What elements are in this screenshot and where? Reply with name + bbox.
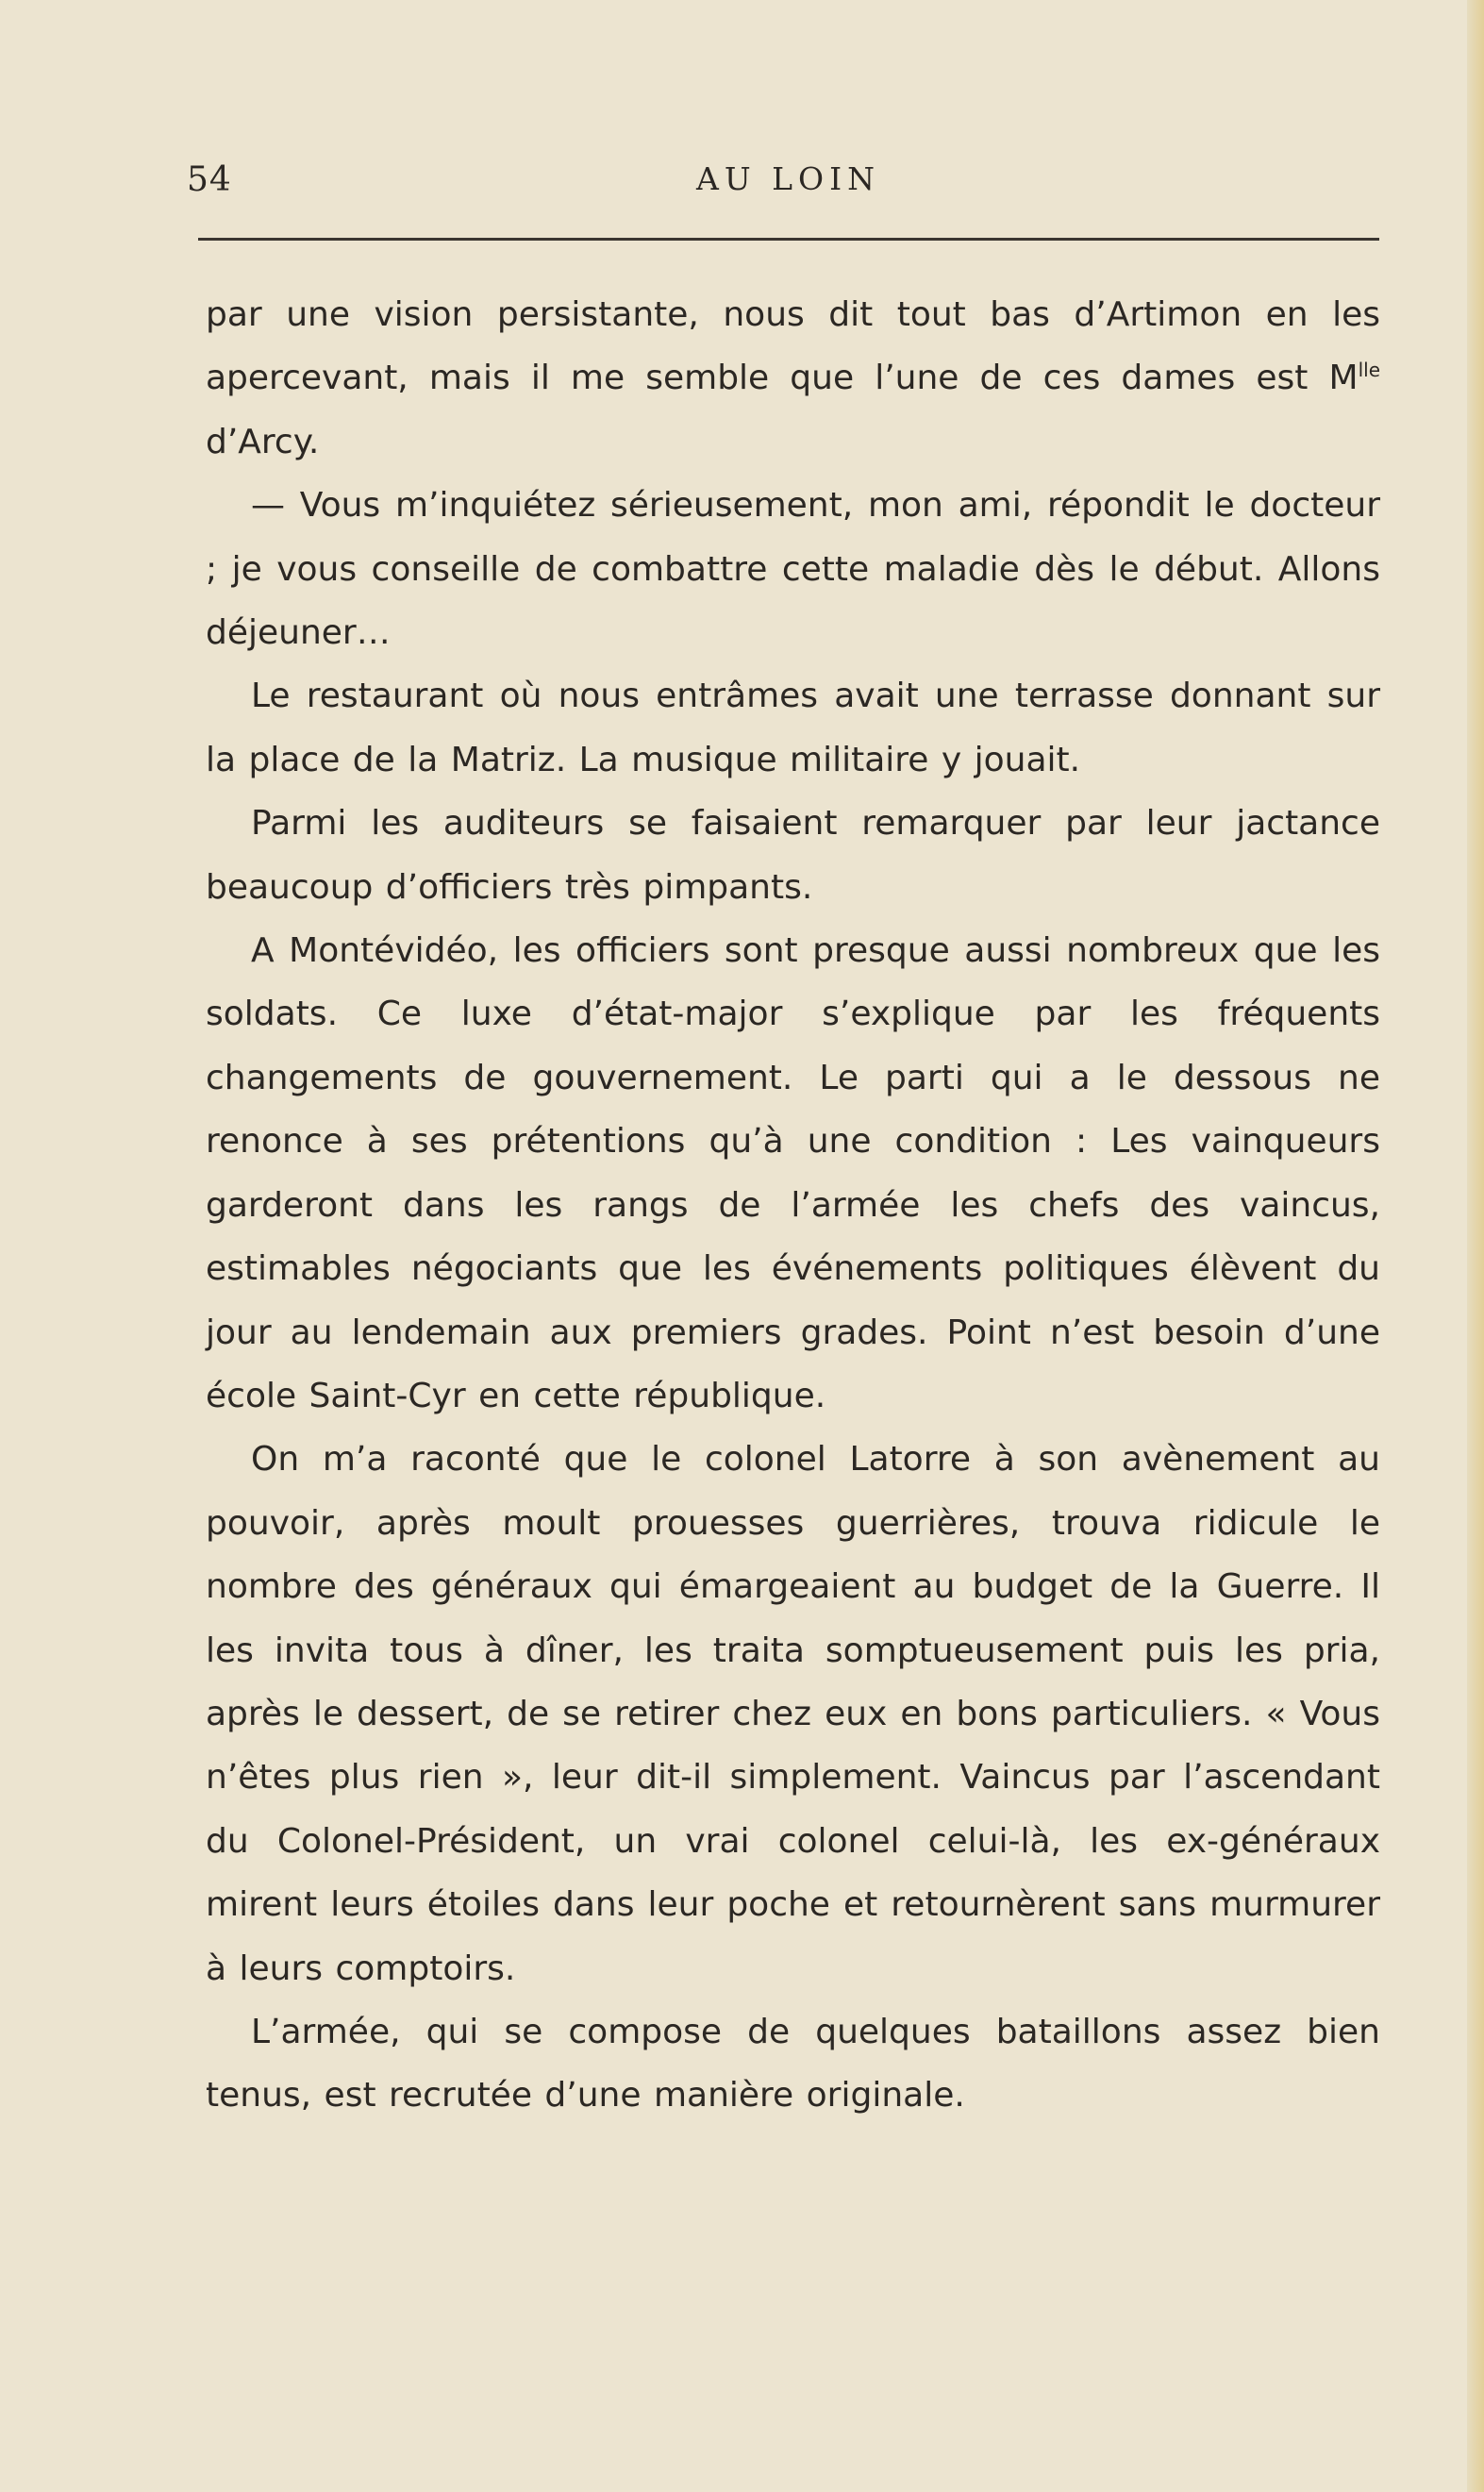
page-header	[0, 160, 1484, 208]
paragraph-6: On m’a raconté que le colonel Latorre à son avènement au pouvoir, après moult prouesses guerrières, trouva ridicule le nombre des généraux qui émargeaient au budget de la Guerre. Il les invita tous à dîner, les traita somptueusement puis les pria, après le dessert, de se retirer chez eux en bons particuliers. « Vous n’êtes plus rien », leur dit-il simplement. Vaincus par l’ascendant du Colonel-Président, un vrai colonel celui-là, les ex-généraux mirent leurs étoiles dans leur poche et retournèrent sans murmurer à leurs comptoirs.	[206, 1440, 1380, 1988]
paragraph-1-text: par une vision persistante, nous dit tout bas d’Artimon en les apercevant, mais il me semble que l’une de ces dames est M	[206, 295, 1380, 398]
body-text	[206, 283, 1380, 2128]
superscript-mlle: lle	[1358, 359, 1380, 382]
paragraph-2: — Vous m’inquiétez sérieusement, mon ami, répondit le docteur ; je vous conseille de combattre cette maladie dès le début. Allons déjeuner…	[206, 486, 1380, 653]
paragraph-4: Parmi les auditeurs se faisaient remarquer par leur jactance beaucoup d’officiers très pimpants.	[206, 804, 1380, 907]
header-rule	[198, 238, 1379, 241]
paragraph-1	[206, 283, 1380, 474]
paragraph-1-end: d’Arcy.	[206, 422, 320, 461]
running-title: AU LOIN	[696, 160, 881, 197]
paragraph-5: A Montévidéo, les officiers sont presque aussi nombreux que les soldats. Ce luxe d’état-major s’explique par les fréquents changements de gouvernement. Le parti qui a le dessous ne renonce à ses prétentions qu’à une condition : Les vainqueurs garderont dans les rangs de l’armée les chefs des vaincus, estimables négociants que les événements politiques élèvent du jour au lendemain aux premiers grades. Point n’est besoin d’une école Saint-Cyr en cette république.	[206, 931, 1380, 1415]
page-number: 54	[187, 160, 232, 199]
paragraph-3: Le restaurant où nous entrâmes avait une terrasse donnant sur la place de la Matriz. La musique militaire y jouait.	[206, 677, 1380, 779]
paragraph-7: L’armée, qui se compose de quelques bataillons assez bien tenus, est recrutée d’une manière originale.	[206, 2012, 1380, 2116]
page-edge	[1467, 0, 1484, 2492]
